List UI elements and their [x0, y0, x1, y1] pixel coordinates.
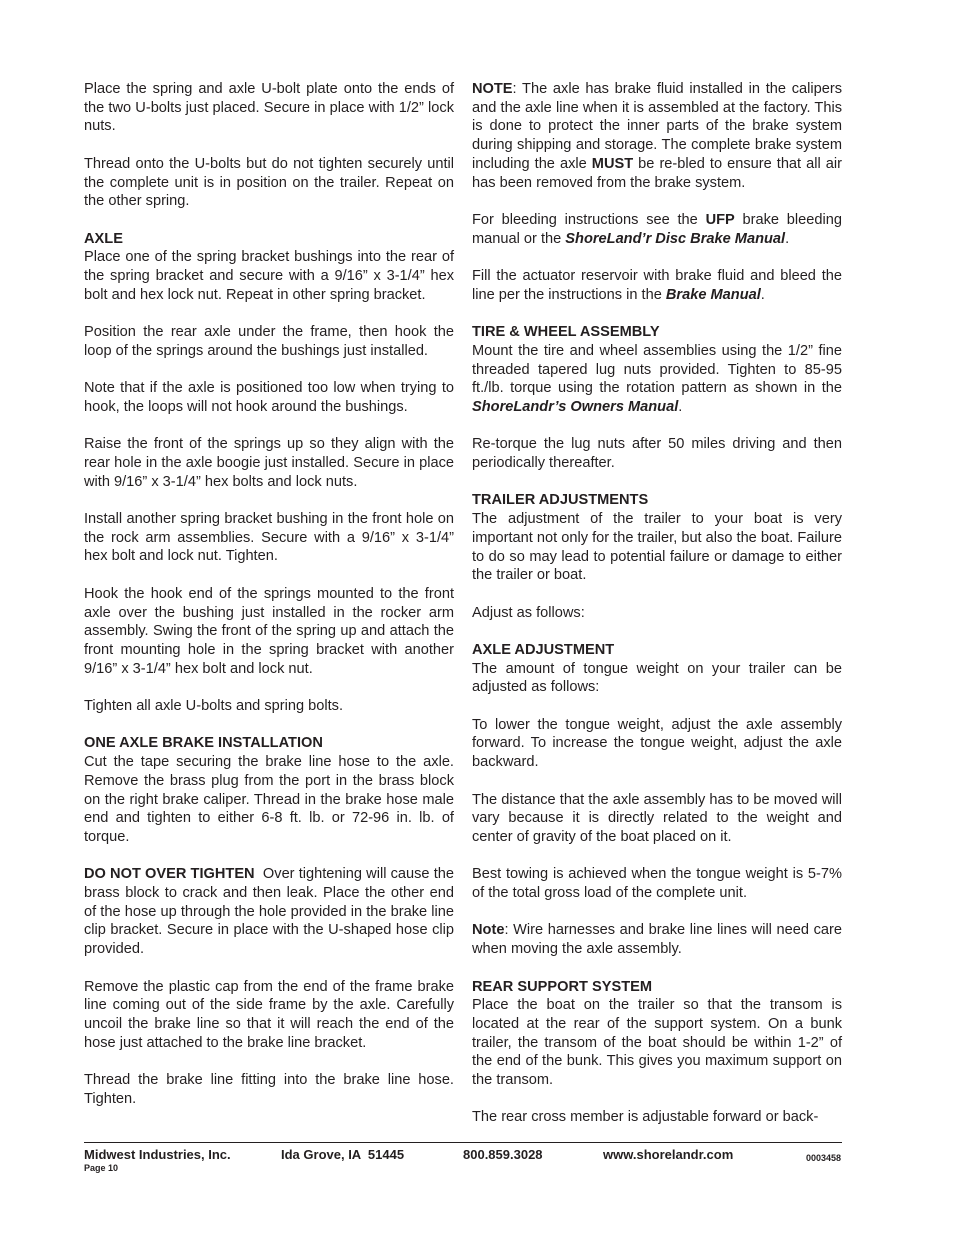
paragraph: The distance that the axle assembly has to be moved will vary because it is directly related to the weight and center of gravity of the boat placed on it.: [472, 791, 842, 845]
paragraph: [472, 323, 842, 417]
paragraph: [472, 921, 842, 958]
left-column: [84, 80, 459, 1108]
paragraph-text: The adjustment of the trailer to your boat is very important not only for the trailer, but also the boat. Failure to do so may lead to potential failure or damage to either the trailer or boat.: [472, 511, 842, 584]
paragraph: [472, 978, 842, 1090]
footer-city: Ida Grove, IA 51445: [281, 1147, 405, 1162]
paragraph-text: Mount the tire and wheel assemblies using the 1/2” fine threaded tapered lug nuts provided. Tighten to 85-95 ft./lb. torque using the rotation pattern as shown in the: [472, 342, 842, 397]
section-heading-axle: AXLE: [84, 230, 123, 247]
paragraph-text: Cut the tape securing the brake line hose to the axle. Remove the brass plug from the port in the brass block on the right brake caliper. Thread in the brake hose male end and tighten to either 6-8 ft. lb. or 72-96 in. lb. of torque.: [84, 754, 454, 845]
paragraph: Adjust as follows:: [472, 604, 585, 621]
paragraph: Re-torque the lug nuts after 50 miles driving and then periodically thereafter.: [472, 436, 842, 471]
page-number: Page 10: [84, 1163, 119, 1173]
emphasis-text: UFP: [705, 211, 735, 228]
paragraph-text: For bleeding instructions see the: [472, 211, 706, 228]
paragraph: [472, 80, 842, 192]
paragraph: [472, 211, 842, 248]
section-heading-rear-support: REAR SUPPORT SYSTEM: [472, 978, 653, 995]
paragraph: [84, 865, 459, 959]
manual-reference: Brake Manual: [665, 286, 761, 303]
footer-document-code: 0003458: [806, 1153, 842, 1163]
footer-company: Midwest Industries, Inc.: [84, 1147, 231, 1162]
emphasis-text: MUST: [591, 155, 634, 172]
manual-reference: ShoreLand’r Disc Brake Manual: [565, 230, 786, 247]
paragraph: Hook the hook end of the springs mounted to the front axle over the bushing just installed in the rocker arm assembly. Swing the front of the spring up and attach the front mounting hole in the spring bracket with another 9/16” x 3-1/4” hex bolt and lock nut.: [84, 585, 454, 677]
section-heading-brake-installation: ONE AXLE BRAKE INSTALLATION: [84, 735, 323, 752]
manual-reference: ShoreLandr’s Owners Manual: [472, 398, 679, 415]
paragraph-text: Fill the actuator reservoir with brake fluid and bleed the line per the instructions in the: [472, 268, 842, 303]
paragraph-text: Over tightening will cause the brass block to crack and then leak. Place the other end of the hose up through the hole provided in the brake line clip bracket. Secure in place with the U-shaped hose clip provided.: [84, 866, 459, 958]
paragraph-text: : The axle has brake fluid installed in the calipers and the axle line when it is assembled at the factory. This is done to protect the inner parts of the brake system during shipping and storage. The complete brake system including the axle: [472, 81, 842, 172]
section-heading-trailer-adjustments: TRAILER ADJUSTMENTS: [472, 492, 649, 509]
paragraph: [472, 491, 842, 585]
paragraph: Place the spring and axle U-bolt plate onto the ends of the two U-bolts just placed. Secure in place with 1/2” lock nuts.: [84, 81, 454, 135]
paragraph: [472, 641, 842, 697]
paragraph: To lower the tongue weight, adjust the axle assembly forward. To increase the tongue weight, adjust the axle backward.: [472, 716, 842, 771]
note-label: NOTE: [472, 81, 513, 97]
paragraph-text: be re-bled to ensure that all air has been removed from the brake system.: [472, 155, 842, 191]
note-label: Note: [472, 922, 505, 939]
paragraph: Raise the front of the springs up so they align with the rear hole in the axle boogie just installed. Secure in place with 9/16” x 3-1/4” hex bolts and lock nuts.: [84, 436, 454, 490]
paragraph: Note that if the axle is positioned too low when trying to hook, the loops will not hook around the bushings.: [84, 380, 454, 415]
paragraph: Thread the brake line fitting into the brake line hose. Tighten.: [84, 1072, 454, 1107]
paragraph: Tighten all axle U-bolts and spring bolts.: [84, 698, 344, 715]
warning-text: DO NOT OVER TIGHTEN: [84, 866, 255, 883]
paragraph-text: The amount of tongue weight on your trailer can be adjusted as follows:: [472, 660, 842, 696]
paragraph: Best towing is achieved when the tongue weight is 5-7% of the total gross load of the complete unit.: [472, 866, 842, 902]
paragraph: The rear cross member is adjustable forward or back-: [472, 1109, 819, 1126]
paragraph-text: .: [760, 286, 765, 303]
paragraph: [84, 734, 454, 846]
paragraph: [472, 267, 842, 304]
paragraph: Position the rear axle under the frame, then hook the loop of the springs around the bushings just installed.: [84, 324, 454, 359]
paragraph: Remove the plastic cap from the end of the frame brake line coming out of the side frame by the axle. Carefully uncoil the brake line so that it will reach the end of the hose just attached to the brake line bracket.: [84, 978, 454, 1051]
section-heading-tire-wheel: TIRE & WHEEL ASSEMBLY: [472, 324, 660, 341]
paragraph-text: brake bleeding manual or the: [472, 211, 842, 247]
paragraph: [84, 230, 454, 305]
footer-phone: 800.859.3028: [463, 1147, 543, 1162]
paragraph-text: .: [785, 230, 790, 247]
footer-divider: [84, 1142, 842, 1143]
footer-website: www.shorelandr.com: [603, 1147, 734, 1162]
paragraph-text: Place the boat on the trailer so that the transom is located at the rear of the support system. On a bunk trailer, the transom of the boat should be within 1-2” of the end of the bunk. This gives you maximum support on the transom.: [472, 997, 842, 1089]
section-heading-axle-adjustment: AXLE ADJUSTMENT: [472, 641, 615, 658]
right-column: [472, 80, 842, 1127]
paragraph: Thread onto the U-bolts but do not tighten securely until the complete unit is in position on the trailer. Repeat on the other spring.: [84, 155, 454, 210]
paragraph-text: : Wire harnesses and brake line lines will need care when moving the axle assembly.: [472, 922, 842, 958]
paragraph-text: .: [678, 398, 683, 415]
paragraph-text: Place one of the spring bracket bushings into the rear of the spring bracket and secure with a 9/16” x 3-1/4” hex bolt and hex lock nut. Repeat in other spring bracket.: [84, 249, 454, 303]
paragraph: Install another spring bracket bushing in the front hole on the rock arm assemblies. Secure with a 9/16” x 3-1/4” hex bolt and lock nut. Tighten.: [84, 511, 454, 565]
